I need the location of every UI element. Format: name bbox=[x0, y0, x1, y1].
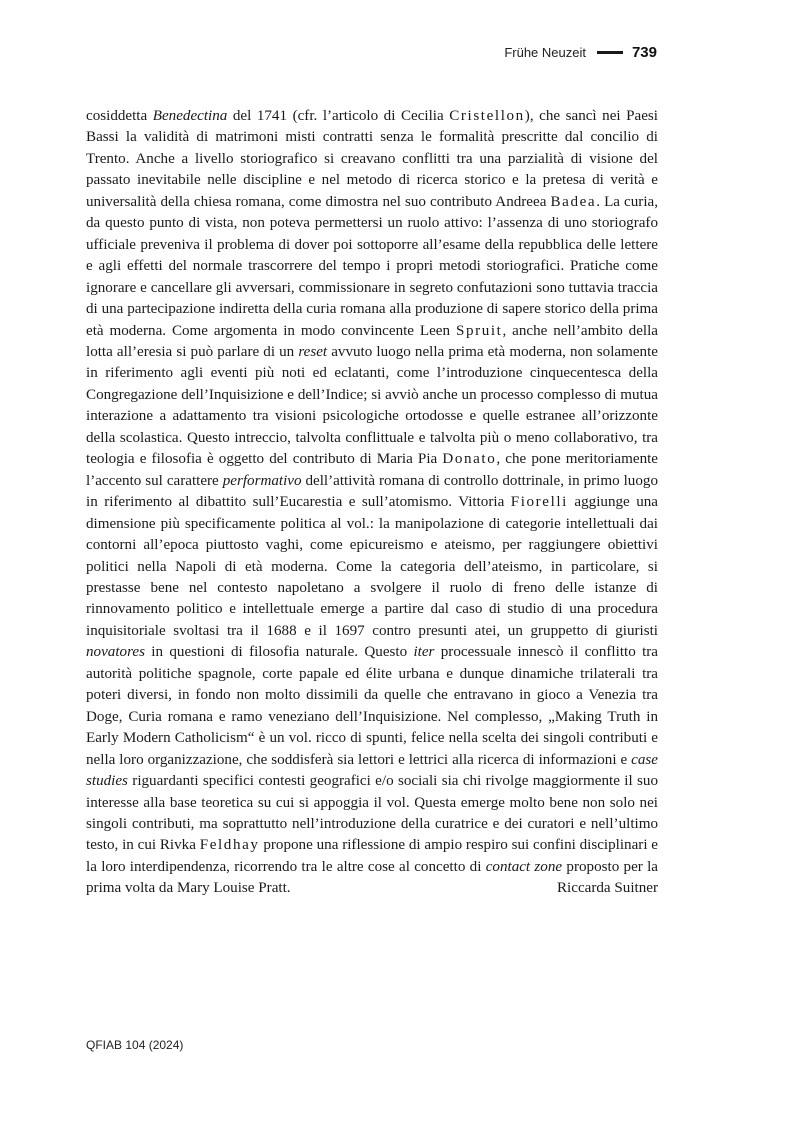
italic-term: iter bbox=[413, 644, 435, 661]
text-run: aggiunge una dimensione più specificamente politica al vol.: la manipolazione di categorie intellettuali dai contorni all’epoca piuttosto vaghi, come epicureismo e ateismo, per raggiungere obiettivi politici nella Napoli di età moderna. Come la categoria dell’ateismo, in particolare, si prestasse bene nel contesto napoletano a svolgere il ruolo di freno delle istanze di rinnovamento politico e intellettuale emerge a partire dal caso di studio di una procedura inquisitoriale svoltasi tra il 1688 e il 1697 contro presunti atei, un gruppetto di giuristi bbox=[86, 494, 658, 639]
review-body bbox=[86, 106, 658, 900]
italic-term: case studies bbox=[86, 751, 658, 790]
text-run: riguardanti specifici contesti geografici e/o sociali sia chi rivolge maggiormente il suo interesse alla base teoretica su cui si appoggia il vol. Questa emerge molto bene non solo nei singoli contributi, ma soprattutto nell’introduzione della curatrice e dei curatori e nell’ultimo testo, in cui Rivka bbox=[86, 773, 658, 854]
text-run: del 1741 (cfr. l’articolo di Cecilia bbox=[227, 108, 450, 124]
author-name: Donato bbox=[442, 451, 497, 468]
text-run: . La curia, da questo punto di vista, non poteva permettersi un ruolo attivo: l’assenza di uno storiografo ufficiale preveniva il problema di dover poi sottoporre all’esame della repubblica delle lettere e agli effetti del normale trascorrere del tempo i propri metodi storiografici. Pratiche come ignorare e cancellare gli avversari, commissionare in segreto confutazioni sono tuttavia traccia di una partecipazione indiretta della curia romana alla produzione di sapere storico della prima età moderna. Come argomenta in modo convincente Leen bbox=[86, 193, 659, 339]
italic-term: contact zone bbox=[485, 858, 563, 875]
author-name: Fiorelli bbox=[510, 494, 568, 511]
section-title: Frühe Neuzeit bbox=[504, 45, 586, 60]
journal-footer: QFIAB 104 (2024) bbox=[86, 1038, 184, 1052]
text-run: in questioni di filosofia naturale. Questo bbox=[144, 644, 414, 661]
text-run: , che pone meritoriamente l’accento sul carattere bbox=[86, 451, 659, 489]
header-rule bbox=[597, 51, 623, 54]
author-name: Spruit bbox=[455, 322, 503, 339]
text-run: ), che sancì nei Paesi Bassi la validità di matrimoni misti contratti senza le formalità prescritte dal concilio di Trento. Anche a livello storiografico si creavano conflitti tra una parzialità di visione del passato inevitabile nelle discipline e nel metodo di ricerca storico e la pretesa di verità e universalità della chiesa romana, come dimostra nel suo contributo Andreea bbox=[86, 108, 659, 210]
text-run: propone una riflessione di ampio respiro sui confini disciplinari e la loro interdipendenza, ricorrendo tra le altre cose al concetto di bbox=[86, 837, 659, 875]
author-name: Feldhay bbox=[199, 837, 260, 854]
author-name: Badea bbox=[550, 193, 597, 210]
author-name: Cristellon bbox=[449, 108, 525, 124]
page-number: 739 bbox=[631, 44, 657, 61]
italic-term: reset bbox=[298, 343, 328, 360]
reviewer-signature: Riccarda Suitner bbox=[556, 880, 658, 897]
text-run: avvuto luogo nella prima età moderna, non solamente in riferimento agli eventi più noti ed eclatanti, come l’introduzione cinquecentesca della Congregazione dell’Inquisizione e dell’Indice; si avviò anche un processo complesso di mutua interazione a adattamento tra visioni psicologiche ortodosse e quelle estranee all’orizzonte della scolastica. Questo intreccio, talvolta conflittuale e talvolta più o meno collaborativo, tra teologia e filosofia è oggetto del contributo di Maria Pia bbox=[86, 343, 658, 468]
text-run: cosiddetta bbox=[86, 108, 153, 124]
italic-term: performativo bbox=[222, 472, 302, 489]
italic-term: novatores bbox=[86, 644, 145, 661]
text-run: , anche nell’ambito della lotta all’eresia si può parlare di un bbox=[86, 322, 659, 360]
italic-term: Benedectina bbox=[152, 108, 228, 124]
review-paragraph bbox=[86, 106, 658, 900]
text-run: dell’attività romana di controllo dottrinale, in primo luogo in riferimento al dibattito sull’Eucarestia e sull’atomismo. Vittoria bbox=[86, 472, 658, 511]
running-header bbox=[504, 44, 657, 61]
text-run: processuale innescò il conflitto tra autorità politiche spagnole, corte papale ed élite urbana e dunque dinamiche trilaterali tra poteri diversi, in fondo non molto dissimili da quelle che entravano in gioco a Venezia tra Doge, Curia romana e ramo veneziano dell’Inquisizione. Nel complesso, „Making Truth in Early Modern Catholicism“ è un vol. ricco di spunti, felice nella scelta dei singoli contributi e nella loro organizzazione, che soddisferà sia lettori e lettrici alla ricerca di informazioni e bbox=[86, 644, 658, 768]
text-run: proposto per la prima volta da Mary Louise Pratt. bbox=[86, 858, 658, 897]
